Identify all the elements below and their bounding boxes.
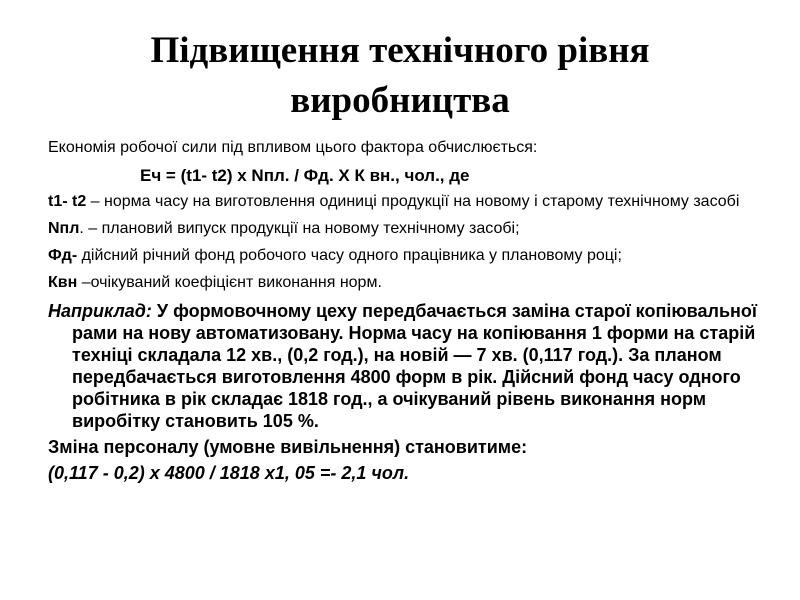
result-formula: (0,117 - 0,2) х 4800 / 1818 х1, 05 =- 2,1 чол.	[48, 463, 410, 483]
example-text: У формовочному цеху передбачається заміна старої копіювальної рами на нову автоматизовану. Норма часу на копіювання 1 форми на старій техніці складала 12 хв., (0,2 год.), на новій — 7 хв. (0,117 год.). За планом передбачається виготовлення 4800 форм в рік. Дійсний фонд часу одного робітника в рік складає 1818 год., а очікуваний рівень виконання норм виробітку становить 105 %.	[72, 301, 757, 431]
example-paragraph	[48, 300, 768, 432]
example-label: Наприклад:	[48, 301, 152, 321]
definition-t1-t2	[48, 192, 768, 212]
definition-fd	[48, 246, 768, 266]
definition-text: дійсний річний фонд робочого часу одного працівника у плановому році;	[77, 247, 622, 264]
formula: Еч = (t1- t2) х Nпл. / Фд. Х К вн., чол., де	[140, 166, 470, 185]
definition-term: Фд-	[48, 247, 78, 264]
definition-text: – норма часу на виготовлення одиниці продукції на новому і старому технічному засобі	[86, 193, 740, 210]
definition-npl	[48, 219, 768, 239]
slide-title	[60, 26, 740, 126]
definition-kvn	[48, 273, 768, 293]
definition-term: Квн	[48, 274, 78, 291]
slide-body	[48, 138, 768, 484]
title-line-1: Підвищення технічного рівня	[150, 30, 650, 71]
definition-term: t1- t2	[48, 193, 87, 210]
result-label: Зміна персоналу (умовне вивільнення) становитиме:	[48, 437, 528, 457]
definition-term: Nпл	[48, 220, 80, 237]
title-line-2: виробництва	[290, 80, 510, 121]
definition-text: . – плановий випуск продукції на новому технічному засобі;	[79, 220, 520, 237]
definition-text: –очікуваний коефіцієнт виконання норм.	[77, 274, 382, 291]
intro-text: Економія робочої сили під впливом цього фактора обчислюється:	[48, 139, 538, 156]
